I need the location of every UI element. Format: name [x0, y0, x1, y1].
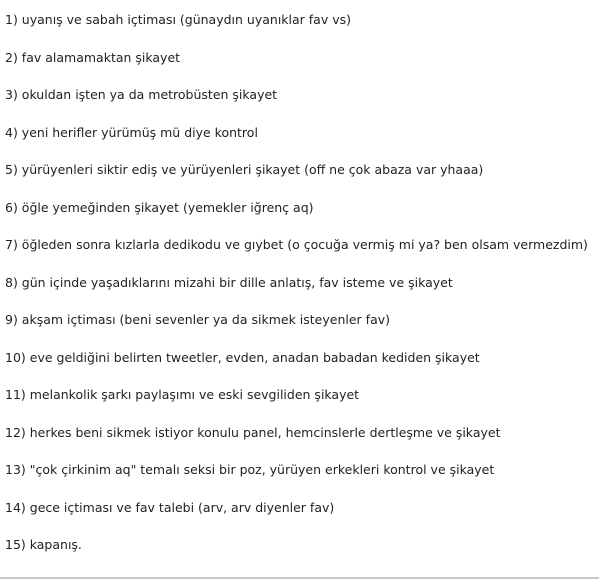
list-item: 14) gece içtiması ve fav talebi (arv, arv diyenler fav)	[5, 499, 335, 515]
list-item: 12) herkes beni sikmek istiyor konulu panel, hemcinslerle dertleşme ve şikayet	[5, 424, 501, 440]
list-item: 7) öğleden sonra kızlarla dedikodu ve gıybet (o çocuğa vermiş mi ya? ben olsam vermezdim)	[5, 237, 588, 252]
list-item: 9) akşam içtiması (beni sevenler ya da sikmek isteyenler fav)	[5, 312, 390, 327]
list-item: 13) "çok çirkinim aq" temalı seksi bir poz, yürüyen erkekleri kontrol ve şikayet	[5, 462, 495, 477]
list-item: 10) eve geldiğini belirten tweetler, evden, anadan babadan kediden şikayet	[5, 349, 480, 365]
list-item: 5) yürüyenleri siktir ediş ve yürüyenleri şikayet (off ne çok abaza var yhaaa)	[5, 162, 484, 177]
list-item: 15) kapanış.	[5, 537, 82, 552]
list-item: 6) öğle yemeğinden şikayet (yemekler iğrenç aq)	[5, 199, 314, 215]
list-item: 4) yeni herifler yürümüş mü diye kontrol	[5, 124, 258, 140]
list-item: 3) okuldan işten ya da metrobüsten şikayet	[5, 87, 278, 102]
list-item: 11) melankolik şarkı paylaşımı ve eski sevgiliden şikayet	[5, 387, 360, 402]
schedule-list	[5, 12, 595, 575]
list-item: 1) uyanış ve sabah içtiması (günaydın uyanıklar fav vs)	[5, 12, 351, 27]
list-item: 2) fav alamamaktan şikayet	[5, 49, 181, 65]
list-item: 8) gün içinde yaşadıklarını mizahi bir dille anlatış, fav isteme ve şikayet	[5, 274, 453, 290]
